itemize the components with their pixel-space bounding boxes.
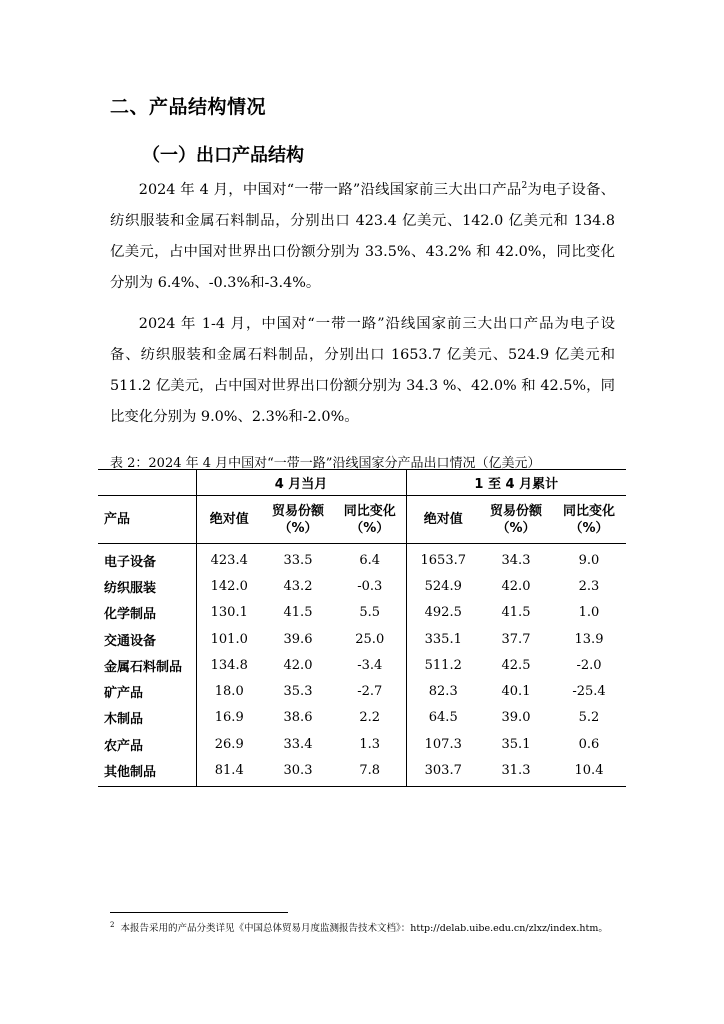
cum-share: 31.3 — [480, 757, 552, 786]
export-products-table — [98, 469, 626, 787]
april-share: 41.5 — [283, 605, 313, 621]
cum-yoy: 2.3 — [578, 578, 600, 594]
cum-absolute: 524.9 — [406, 573, 480, 599]
column-header-product: 产品 — [98, 496, 196, 544]
april-yoy: 1.3 — [359, 736, 381, 752]
table-row — [98, 705, 626, 731]
cum-share: 39.0 — [501, 710, 531, 726]
april-share: 39.6 — [283, 631, 313, 647]
footnote-text[interactable]: 本报告采用的产品分类详见《中国总体贸易月度监测报告技术文档》：http://delab.uibe.edu.cn/zlxz/index.htm。 — [120, 923, 608, 934]
table-body — [98, 544, 626, 787]
table-group-header-row — [98, 470, 626, 496]
footnote — [110, 920, 608, 934]
april-absolute: 81.4 — [196, 757, 262, 786]
table-caption: 表 2：2024 年 4 月中国对“一带一路”沿线国家分产品出口情况（亿美元） — [110, 456, 541, 471]
footnote-divider — [110, 912, 288, 913]
april-yoy: 25.0 — [355, 631, 385, 647]
cum-yoy: 0.6 — [578, 736, 600, 752]
product-name: 其他制品 — [98, 757, 196, 786]
cum-yoy: 10.4 — [552, 757, 626, 786]
cum-absolute: 64.5 — [406, 705, 480, 731]
cum-absolute: 1653.7 — [406, 544, 480, 574]
product-name: 矿产品 — [104, 686, 144, 702]
april-share: 33.5 — [283, 552, 313, 568]
table-row — [98, 757, 626, 786]
april-share: 38.6 — [283, 710, 313, 726]
paragraph-jan-apr: 2024 年 1-4 月，中国对“一带一路”沿线国家前三大出口产品为电子设备、纺织服装和金属石料制品，分别出口 1653.7 亿美元、524.9 亿美元和 511.2 亿美元，占中国对世界出口份额分别为 34.3 %、42.0% 和 42.5%，同比变化分别为 9.0%、2.3%和-2.0%。 — [110, 316, 615, 425]
section-heading: 二、产品结构情况 — [110, 96, 267, 118]
footnote-marker: 2 — [110, 920, 115, 929]
april-yoy: -0.3 — [357, 578, 383, 594]
column-header-yoy-cum — [552, 496, 626, 544]
product-name: 化学制品 — [104, 607, 157, 623]
cum-share: 35.1 — [501, 736, 531, 752]
table-row — [98, 678, 626, 704]
april-share: 42.0 — [283, 657, 313, 673]
april-absolute: 16.9 — [196, 705, 262, 731]
cum-share: 34.3 — [501, 552, 531, 568]
april-yoy: -2.7 — [357, 684, 383, 700]
column-header-share-unit: （%） — [278, 520, 318, 536]
column-header-yoy-cum-label: 同比变化 — [562, 503, 615, 519]
cum-yoy: 5.2 — [578, 710, 600, 726]
table-row — [98, 573, 626, 599]
cum-share: 42.5 — [501, 657, 531, 673]
table-column-header-row — [98, 496, 626, 544]
cum-share: 40.1 — [501, 684, 531, 700]
cum-absolute: 511.2 — [406, 652, 480, 678]
cum-yoy: 13.9 — [574, 631, 604, 647]
april-absolute: 18.0 — [196, 678, 262, 704]
paragraph-april — [110, 175, 615, 299]
april-absolute: 101.0 — [196, 626, 262, 652]
cum-share: 42.0 — [501, 578, 531, 594]
table-row — [98, 652, 626, 678]
april-absolute: 142.0 — [196, 573, 262, 599]
product-name: 农产品 — [104, 738, 144, 754]
footnote-reference[interactable]: 2 — [521, 181, 528, 192]
group-header-jan-apr: 1 至 4 月累计 — [406, 470, 626, 496]
april-share: 35.3 — [283, 684, 313, 700]
table-row — [98, 600, 626, 626]
cum-yoy: -25.4 — [572, 684, 606, 700]
cum-absolute: 82.3 — [406, 678, 480, 704]
table-row — [98, 544, 626, 574]
product-name: 电子设备 — [104, 554, 157, 570]
table-row — [98, 731, 626, 757]
column-header-share-cum-unit: （%） — [496, 520, 536, 536]
column-header-yoy-unit: （%） — [350, 520, 390, 536]
april-yoy: 6.4 — [359, 552, 381, 568]
april-absolute: 423.4 — [196, 544, 262, 574]
product-name: 金属石料制品 — [104, 659, 183, 675]
cum-yoy: -2.0 — [576, 657, 602, 673]
column-header-absolute: 绝对值 — [196, 496, 262, 544]
subsection-heading: （一）出口产品结构 — [142, 145, 304, 166]
cum-yoy: 1.0 — [578, 605, 600, 621]
product-name: 交通设备 — [104, 633, 157, 649]
column-header-share-label: 贸易份额 — [271, 503, 324, 519]
cum-absolute: 335.1 — [406, 626, 480, 652]
april-yoy: 5.5 — [359, 605, 381, 621]
column-header-absolute-cum: 绝对值 — [406, 496, 480, 544]
column-header-yoy-cum-unit: （%） — [569, 520, 609, 536]
paragraph-april-text-2: 为电子设备、纺织服装和金属石料制品，分别出口 423.4 亿美元、142.0 亿美元和 134.8 亿美元，占中国对世界出口份额分别为 33.5%、43.2% 和 42.0%，同比变化分别为 6.4%、-0.3%和-3.4%。 — [110, 182, 615, 291]
cum-absolute: 492.5 — [406, 600, 480, 626]
group-header-april: 4 月当月 — [196, 470, 406, 496]
cum-yoy: 9.0 — [578, 552, 600, 568]
column-header-yoy-label: 同比变化 — [343, 503, 396, 519]
april-yoy: -3.4 — [357, 657, 383, 673]
april-share: 43.2 — [283, 578, 313, 594]
cum-absolute: 303.7 — [406, 757, 480, 786]
cum-absolute: 107.3 — [406, 731, 480, 757]
cum-share: 41.5 — [501, 605, 531, 621]
april-share: 33.4 — [283, 736, 313, 752]
product-name: 纺织服装 — [104, 580, 157, 596]
april-absolute: 26.9 — [196, 731, 262, 757]
cum-share: 37.7 — [501, 631, 531, 647]
april-yoy: 7.8 — [334, 757, 406, 786]
table-row — [98, 626, 626, 652]
column-header-share-cum-label: 贸易份额 — [489, 503, 542, 519]
april-yoy: 2.2 — [359, 710, 381, 726]
product-name: 木制品 — [104, 712, 144, 728]
april-absolute: 134.8 — [196, 652, 262, 678]
column-header-share-cum — [480, 496, 552, 544]
paragraph-april-text-1: 2024 年 4 月，中国对“一带一路”沿线国家前三大出口产品 — [138, 182, 522, 198]
april-share: 30.3 — [262, 757, 334, 786]
column-header-share — [262, 496, 334, 544]
group-header-empty — [98, 470, 196, 496]
column-header-yoy — [334, 496, 406, 544]
april-absolute: 130.1 — [196, 600, 262, 626]
